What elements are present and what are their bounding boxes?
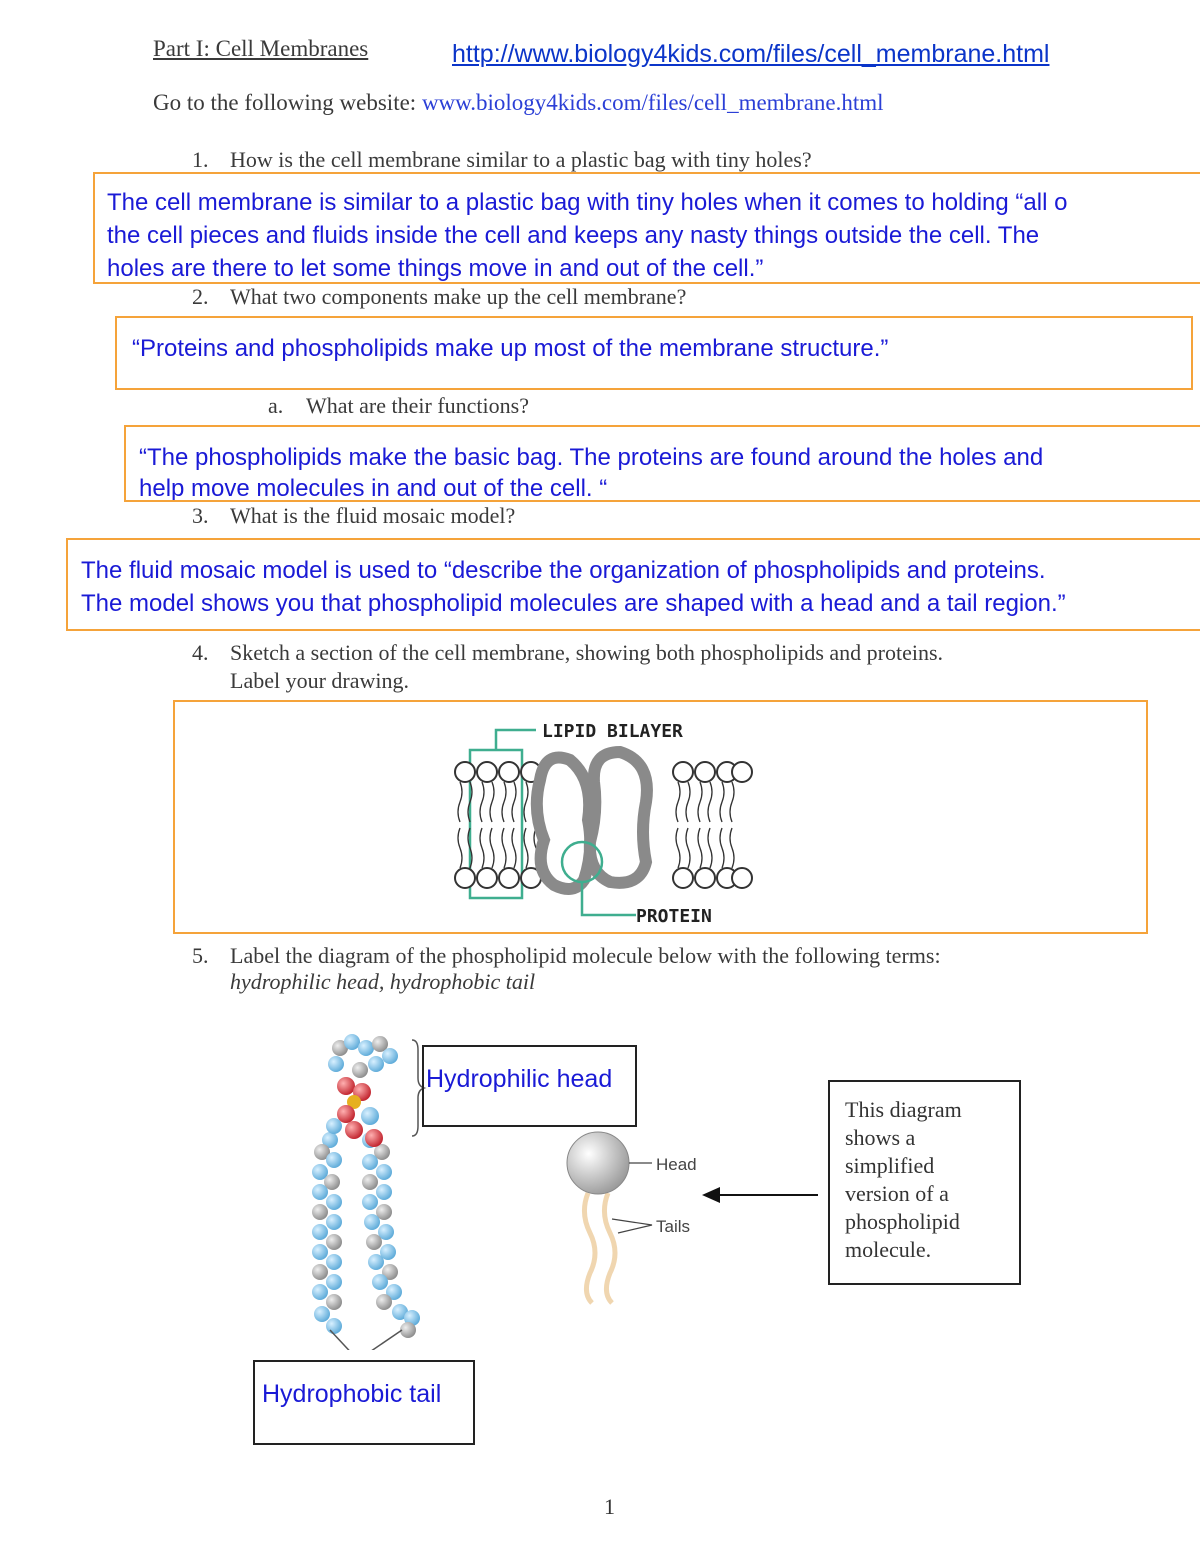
note-line: phospholipid	[845, 1209, 960, 1234]
note-line: This diagram	[845, 1097, 962, 1122]
instruction	[153, 90, 884, 116]
membrane-diagram	[440, 712, 770, 932]
question-text: What are their functions?	[306, 393, 529, 418]
question-2	[192, 284, 686, 310]
hydrophobic-tail-label-box	[253, 1360, 475, 1445]
instruction-url[interactable]: www.biology4kids.com/files/cell_membrane.html	[421, 90, 884, 115]
question-5	[192, 943, 941, 995]
question-number: 4.	[192, 640, 209, 665]
question-number: 1.	[192, 147, 209, 172]
question-number: 3.	[192, 503, 209, 528]
question-text: Sketch a section of the cell membrane, showing both phospholipids and proteins.	[230, 640, 944, 665]
question-terms: hydrophilic head, hydrophobic tail	[230, 969, 536, 994]
hydrophobic-tail-label: Hydrophobic tail	[262, 1380, 442, 1408]
question-3	[192, 503, 515, 529]
protein-label: PROTEIN	[636, 906, 712, 927]
question-1	[192, 147, 812, 173]
question-2a	[268, 393, 529, 419]
question-number: 5.	[192, 943, 209, 968]
simplified-head-label: Head	[656, 1155, 697, 1174]
question-text-2: Label your drawing.	[230, 668, 409, 693]
answer-line: help move molecules in and out of the cell. “	[139, 475, 608, 502]
question-number: a.	[268, 393, 284, 418]
answer-line: holes are there to let some things move in and out of the cell.”	[107, 255, 764, 282]
page-number: 1	[604, 1494, 615, 1519]
lipid-leader-line	[496, 730, 536, 750]
answer-line: The model shows you that phospholipid molecules are shaped with a head and a tail region.”	[81, 590, 1066, 617]
answer-2a-box	[124, 425, 1200, 502]
note-line: version of a	[845, 1181, 949, 1206]
answer-line: The fluid mosaic model is used to “describe the organization of phospholipids and proteins.	[81, 557, 1046, 584]
hydrophilic-head-label: Hydrophilic head	[426, 1065, 613, 1093]
answer-line: the cell pieces and fluids inside the cell and keeps any nasty things outside the cell. The	[107, 222, 1040, 249]
answer-line: “Proteins and phospholipids make up most of the membrane structure.”	[132, 335, 889, 362]
note-line: shows a	[845, 1125, 916, 1150]
simplified-note-box	[828, 1080, 1021, 1285]
simplified-tails-label: Tails	[656, 1217, 691, 1236]
simplified-head	[567, 1132, 629, 1194]
question-number: 2.	[192, 284, 209, 309]
phospholipid-molecule-model	[290, 1030, 440, 1350]
answer-line: The cell membrane is similar to a plastic bag with tiny holes when it comes to holding “all o	[107, 189, 1068, 216]
simplified-tail	[584, 1193, 595, 1303]
part-title: Part I: Cell Membranes	[153, 36, 369, 61]
note-line: molecule.	[845, 1237, 932, 1262]
question-text: What two components make up the cell membrane?	[230, 284, 687, 309]
question-text: How is the cell membrane similar to a plastic bag with tiny holes?	[230, 147, 812, 172]
answer-line: “The phospholipids make the basic bag. The proteins are found around the holes and	[139, 444, 1044, 471]
simplified-tail	[604, 1193, 615, 1303]
lipid-bilayer-label: LIPID BILAYER	[542, 721, 683, 742]
instruction-text: Go to the following website:	[153, 90, 422, 115]
note-line: simplified	[845, 1153, 935, 1178]
question-text: Label the diagram of the phospholipid molecule below with the following terms:	[230, 943, 941, 968]
simplified-phospholipid	[560, 1125, 850, 1305]
answer-1-box	[93, 172, 1200, 284]
answer-2-box	[115, 316, 1193, 390]
question-text: What is the fluid mosaic model?	[230, 503, 516, 528]
hydrophilic-head-label-box	[422, 1045, 637, 1127]
membrane-protein	[537, 752, 647, 889]
question-4	[192, 639, 943, 695]
top-link[interactable]: http://www.biology4kids.com/files/cell_membrane.html	[452, 40, 1050, 68]
answer-3-box	[66, 538, 1200, 631]
